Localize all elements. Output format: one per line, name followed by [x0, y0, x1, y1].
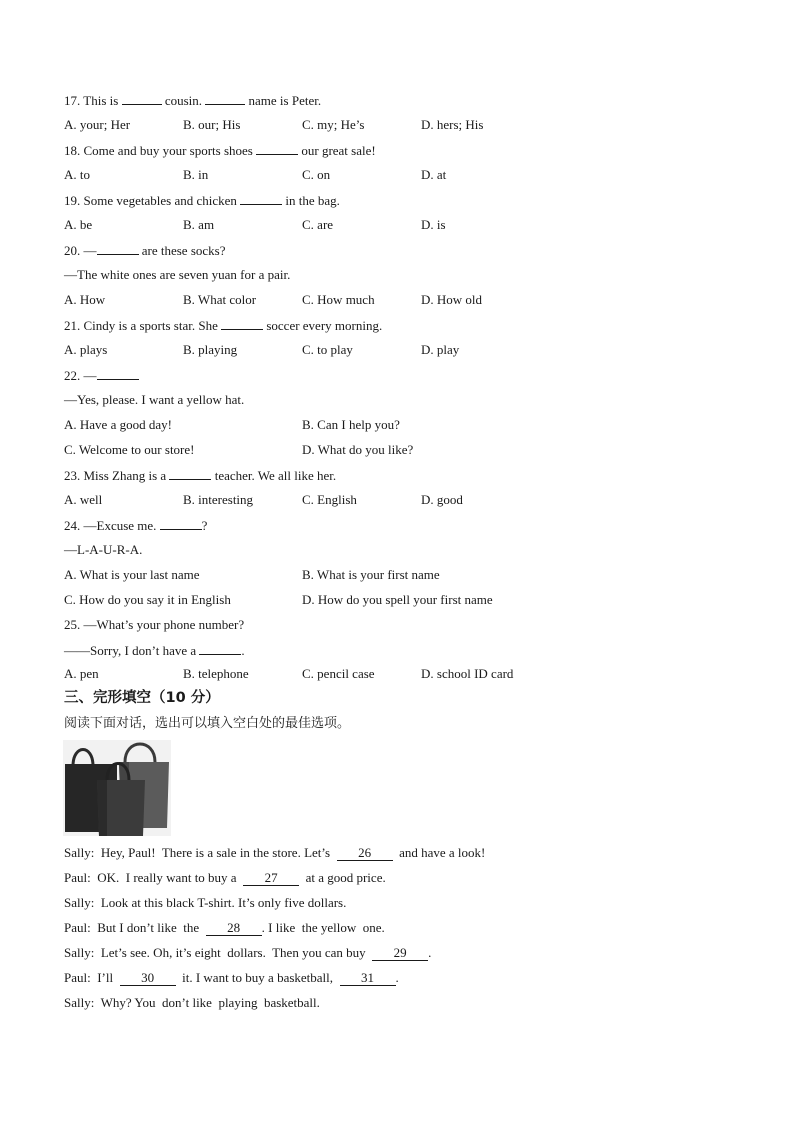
dialogue-line: Sally: Look at this black T-shirt. It’s only five dollars.: [64, 895, 347, 910]
option-a[interactable]: A. well: [64, 492, 103, 507]
question-text: 17. This is: [64, 93, 122, 108]
question-reply: —Yes, please. I want a yellow hat.: [64, 392, 245, 407]
option-c[interactable]: C. Welcome to our store!: [64, 442, 195, 457]
numbered-blank-29[interactable]: 29: [372, 946, 428, 961]
option-b[interactable]: B. What is your first name: [302, 567, 440, 582]
option-c[interactable]: C. English: [302, 492, 357, 507]
question-text: name is Peter.: [245, 93, 322, 108]
numbered-blank-27[interactable]: 27: [243, 871, 299, 886]
question-text: in the bag.: [282, 193, 340, 208]
question-text: 24. —Excuse me.: [64, 518, 160, 533]
answer-blank[interactable]: [169, 467, 211, 480]
question-text: soccer every morning.: [263, 318, 383, 333]
dialogue-text: Sally: Hey, Paul! There is a sale in the store. Let’s: [64, 845, 337, 860]
option-a[interactable]: A. your; Her: [64, 117, 131, 132]
option-d[interactable]: D. How old: [421, 292, 483, 307]
numbered-blank-28[interactable]: 28: [206, 921, 262, 936]
dialogue-text: and have a look!: [392, 845, 486, 860]
answer-blank[interactable]: [160, 517, 202, 530]
dialogue-text: Paul: OK. I really want to buy a: [64, 870, 244, 885]
option-d[interactable]: D. play: [421, 342, 460, 357]
option-d[interactable]: D. is: [421, 217, 446, 232]
option-b[interactable]: B. interesting: [183, 492, 254, 507]
question-reply: [64, 642, 245, 659]
dialogue-text: Paul: But I don’t like the: [64, 920, 206, 935]
option-a[interactable]: A. Have a good day!: [64, 417, 172, 432]
option-c[interactable]: C. on: [302, 167, 331, 182]
dialogue-text: at a good price.: [299, 870, 386, 885]
answer-blank[interactable]: [97, 242, 139, 255]
question-reply: —The white ones are seven yuan for a pair.: [64, 267, 291, 282]
dialogue-line: [64, 870, 386, 886]
question-text: ?: [201, 518, 208, 533]
option-d[interactable]: D. school ID card: [421, 666, 514, 681]
dialogue-line: Sally: Why? You don’t like playing basketball.: [64, 995, 320, 1010]
section-title: 三、完形填空（10 分）: [64, 690, 220, 706]
option-a[interactable]: A. pen: [64, 666, 99, 681]
question-text: are these socks?: [138, 243, 226, 258]
option-c[interactable]: C. my; He’s: [302, 117, 365, 132]
option-b[interactable]: B. telephone: [183, 666, 249, 681]
question-reply: —L-A-U-R-A.: [64, 542, 143, 557]
question-text: ——Sorry, I don’t have a: [64, 643, 200, 658]
dialogue-line: [64, 920, 385, 936]
option-b[interactable]: B. our; His: [183, 117, 241, 132]
answer-blank[interactable]: [97, 367, 139, 380]
option-d[interactable]: D. What do you like?: [302, 442, 414, 457]
answer-blank[interactable]: [221, 317, 263, 330]
answer-blank[interactable]: [205, 92, 245, 105]
option-c[interactable]: C. How do you say it in English: [64, 592, 231, 607]
shopping-bags-image: [63, 740, 171, 836]
numbered-blank-30[interactable]: 30: [120, 971, 176, 986]
option-b[interactable]: B. in: [183, 167, 209, 182]
dialogue-text: .: [428, 945, 432, 960]
option-b[interactable]: B. What color: [183, 292, 257, 307]
question-19: [64, 192, 340, 209]
question-text: 20. —: [64, 243, 97, 258]
numbered-blank-26[interactable]: 26: [337, 846, 393, 861]
option-a[interactable]: A. What is your last name: [64, 567, 200, 582]
option-c[interactable]: C. pencil case: [302, 666, 375, 681]
question-text: 21. Cindy is a sports star. She: [64, 318, 222, 333]
option-a[interactable]: A. to: [64, 167, 90, 182]
option-d[interactable]: D. hers; His: [421, 117, 484, 132]
option-c[interactable]: C. to play: [302, 342, 353, 357]
question-text: .: [241, 643, 245, 658]
question-23: [64, 467, 336, 484]
section-instruction: 阅读下面对话，选出可以填入空白处的最佳选项。: [64, 716, 351, 731]
answer-blank[interactable]: [122, 92, 162, 105]
numbered-blank-31[interactable]: 31: [340, 971, 396, 986]
option-d[interactable]: D. How do you spell your first name: [302, 592, 493, 607]
dialogue-line: [64, 945, 431, 961]
question-21: [64, 317, 382, 334]
question-17: [64, 92, 321, 109]
answer-blank[interactable]: [256, 142, 298, 155]
dialogue-text: .: [395, 970, 399, 985]
question-text: cousin.: [161, 93, 206, 108]
question-text: teacher. We all like her.: [211, 468, 337, 483]
option-d[interactable]: D. at: [421, 167, 447, 182]
question-20: [64, 242, 226, 259]
dialogue-text: . I like the yellow one.: [261, 920, 385, 935]
question-text: 18. Come and buy your sports shoes: [64, 143, 257, 158]
dialogue-text: Paul: I’ll: [64, 970, 120, 985]
option-b[interactable]: B. am: [183, 217, 215, 232]
dialogue-line: [64, 845, 485, 861]
option-a[interactable]: A. How: [64, 292, 106, 307]
question-text: 22. —: [64, 368, 97, 383]
question-text: 19. Some vegetables and chicken: [64, 193, 241, 208]
dialogue-line: [64, 970, 399, 986]
option-a[interactable]: A. be: [64, 217, 93, 232]
question-22: [64, 367, 139, 384]
question-text: 23. Miss Zhang is a: [64, 468, 170, 483]
option-a[interactable]: A. plays: [64, 342, 108, 357]
question-text: our great sale!: [298, 143, 376, 158]
dialogue-text: it. I want to buy a basketball,: [175, 970, 340, 985]
question-25: 25. —What’s your phone number?: [64, 617, 245, 632]
option-d[interactable]: D. good: [421, 492, 463, 507]
answer-blank[interactable]: [199, 642, 241, 655]
question-24: [64, 517, 207, 534]
question-18: [64, 142, 376, 159]
answer-blank[interactable]: [240, 192, 282, 205]
option-b[interactable]: B. playing: [183, 342, 238, 357]
dialogue-text: Sally: Let’s see. Oh, it’s eight dollars. Then you can buy: [64, 945, 373, 960]
option-c[interactable]: C. are: [302, 217, 334, 232]
option-b[interactable]: B. Can I help you?: [302, 417, 400, 432]
option-c[interactable]: C. How much: [302, 292, 375, 307]
